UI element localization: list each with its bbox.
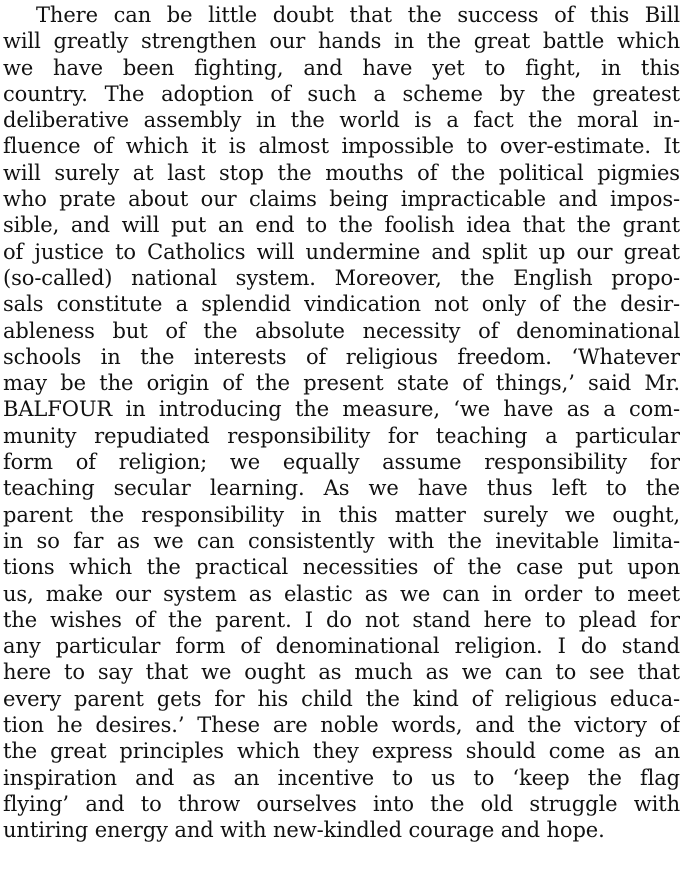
text-line-14: schools in the interests of religious freedom. ‘Whatever bbox=[3, 344, 680, 369]
text-line-7: will surely at last stop the mouths of the political pigmies bbox=[3, 160, 680, 185]
text-line-22: tions which the practical necessities of the case put upon bbox=[3, 555, 680, 580]
text-line-3: we have been fighting, and have yet to fight, in this bbox=[3, 55, 680, 80]
text-line-27: every parent gets for his child the kind of religious educa- bbox=[3, 686, 680, 711]
text-line-4: country. The adoption of such a scheme by the greatest bbox=[3, 81, 680, 106]
text-line-25: any particular form of denominational religion. I do stand bbox=[3, 634, 680, 659]
text-line-32: untiring energy and with new-kindled courage and hope. bbox=[3, 818, 605, 843]
text-line-24: the wishes of the parent. I do not stand here to plead for bbox=[3, 607, 680, 632]
text-line-16: BALFOUR in introducing the measure, ‘we have as a com- bbox=[3, 397, 680, 422]
text-line-2: will greatly strengthen our hands in the great battle which bbox=[3, 29, 680, 54]
text-line-13: ableness but of the absolute necessity of denominational bbox=[3, 318, 680, 343]
text-line-20: parent the responsibility in this matter surely we ought, bbox=[3, 502, 680, 527]
text-line-9: sible, and will put an end to the foolish idea that the grant bbox=[3, 213, 680, 238]
text-line-31: flying’ and to throw ourselves into the old struggle with bbox=[3, 791, 680, 816]
text-line-1: There can be little doubt that the success of this Bill bbox=[36, 3, 680, 27]
text-line-10: of justice to Catholics will undermine and split up our great bbox=[3, 239, 680, 264]
text-line-30: inspiration and as an incentive to us to ‘keep the flag bbox=[3, 765, 680, 790]
text-line-21: in so far as we can consistently with the inevitable limita- bbox=[3, 528, 680, 553]
text-line-18: form of religion; we equally assume responsibility for bbox=[3, 450, 680, 475]
text-line-23: us, make our system as elastic as we can in order to meet bbox=[3, 581, 680, 606]
text-line-5: deliberative assembly in the world is a fact the moral in- bbox=[3, 108, 680, 133]
text-line-26: here to say that we ought as much as we can to see that bbox=[3, 660, 680, 685]
article-paragraph bbox=[3, 2, 680, 844]
text-line-6: fluence of which it is almost impossible to over-estimate. It bbox=[3, 134, 680, 159]
text-line-28: tion he desires.’ These are noble words, and the victory of bbox=[3, 713, 680, 738]
text-line-29: the great principles which they express should come as an bbox=[3, 739, 680, 764]
text-line-15: may be the origin of the present state of things,’ said Mr. bbox=[3, 371, 680, 396]
text-line-12: sals constitute a splendid vindication not only of the desir- bbox=[3, 292, 680, 317]
text-line-11: (so-called) national system. Moreover, the English propo- bbox=[3, 265, 680, 290]
text-line-19: teaching secular learning. As we have thus left to the bbox=[3, 476, 680, 501]
text-line-8: who prate about our claims being impracticable and impos- bbox=[3, 187, 680, 212]
text-line-17: munity repudiated responsibility for teaching a particular bbox=[3, 423, 680, 448]
